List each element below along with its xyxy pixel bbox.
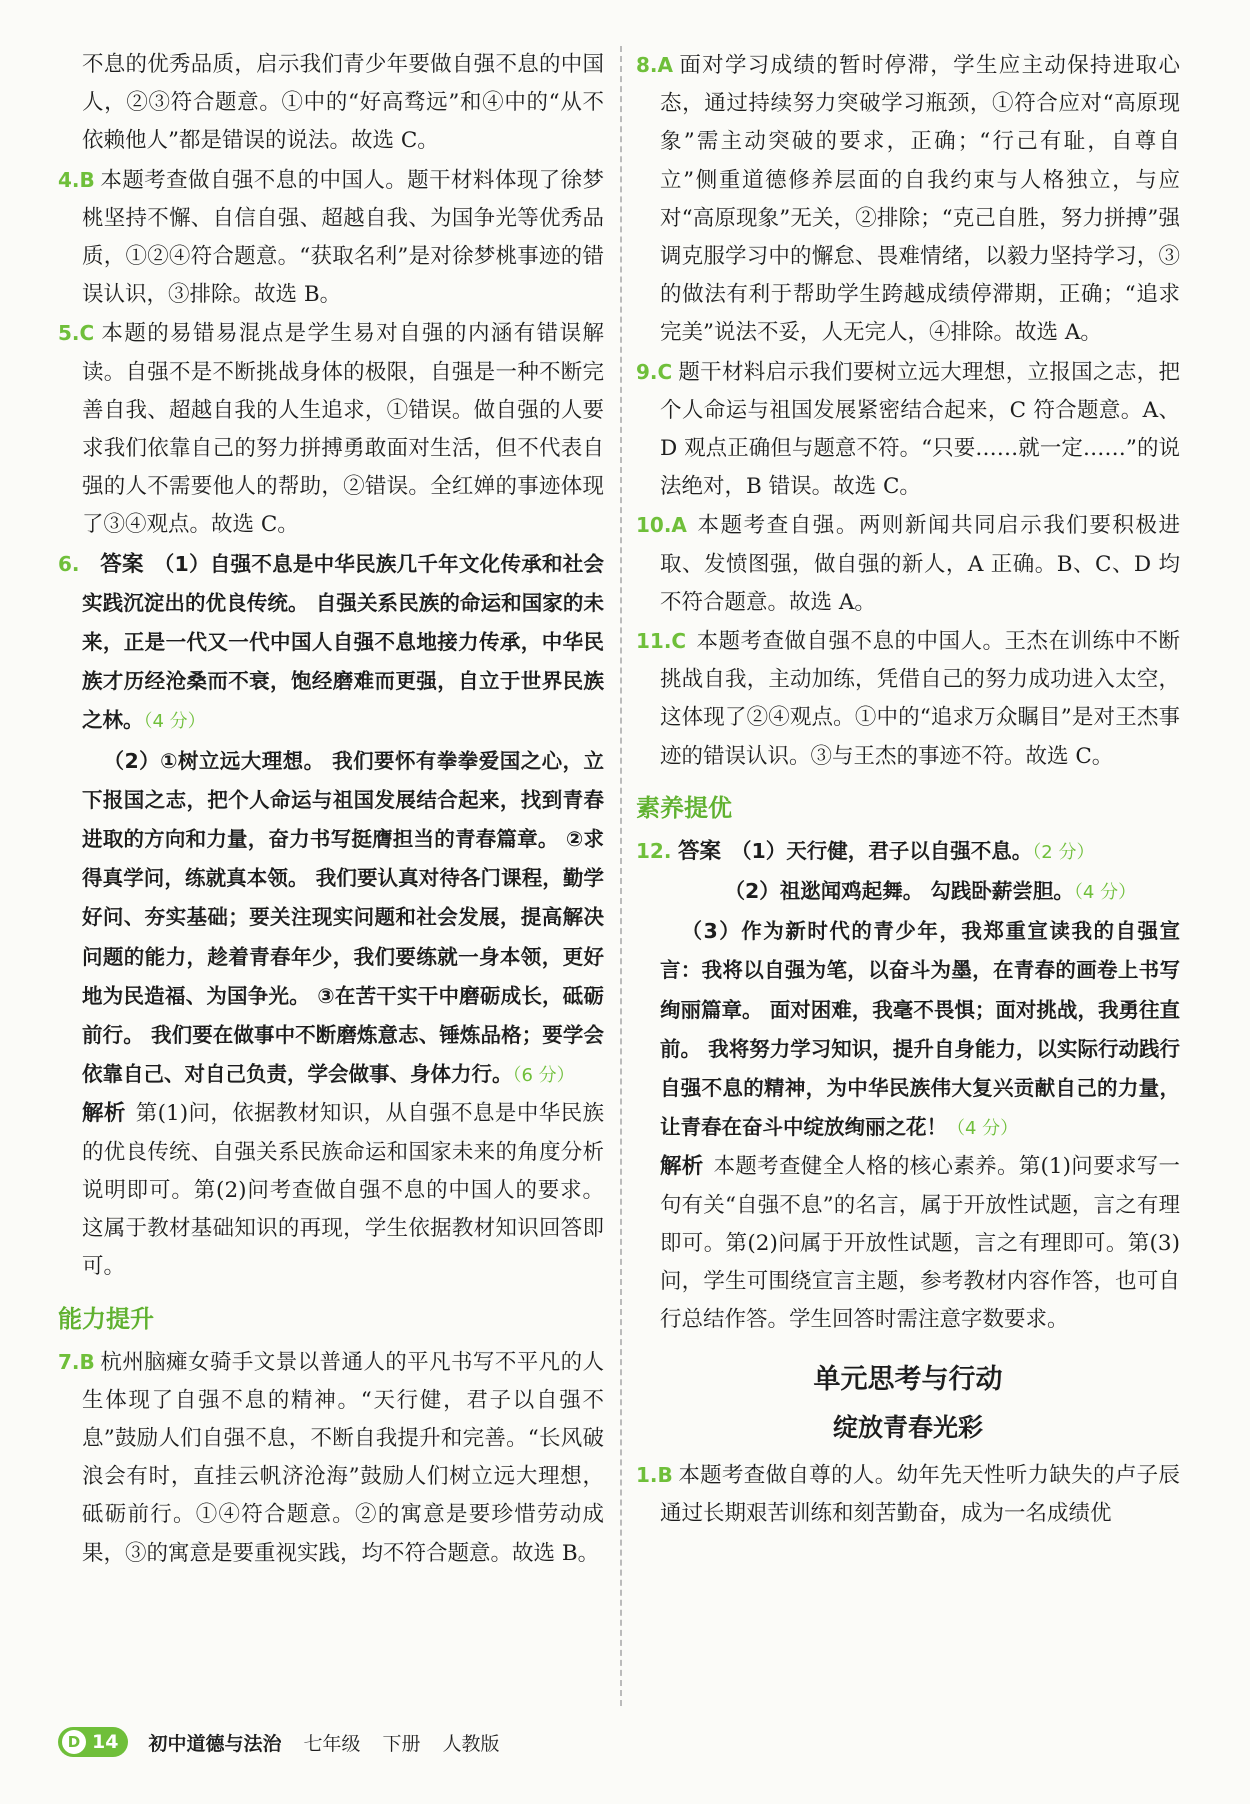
question-9 [636, 353, 1180, 507]
question-8-number: 8.A [636, 53, 673, 77]
question-6-number: 6. [58, 551, 80, 576]
edition-label: 人教版 [442, 1732, 500, 1755]
question-12-part-1 [636, 832, 1180, 872]
question-6-part-2-text: （2）①树立远大理想。 我们要怀有拳拳爱国之心，立下报国之志，把个人命运与祖国发展结合起来，找到青春进取的方向和力量，奋力书写挺膺担当的青春篇章。 ②求得真学问，练就真本领。 我们要认真对待各门课程，勤学好问、夯实基础；要关注现实问题和社会发展，提高解决问题的能力，趁着青春年少，我们要练就一身本领，更好地为民造福、为国争光。 ③在苦干实干中磨砺成长，砥砺前行。 我们要在做事中不断磨炼意志、锤炼品格；要学会依靠自己、对自己负责，学会做事、身体力行。 [82, 748, 604, 1087]
question-9-text: 题干材料启示我们要树立远大理想，立报国之志，把个人命运与祖国发展紧密结合起来，C 符合题意。A、D 观点正确但与题意不符。“只要……就一定……”的说法绝对，B 错误。故选 C。 [660, 359, 1180, 500]
question-8 [636, 46, 1180, 353]
question-6-analysis-text: 第(1)问，依据教材知识，从自强不息是中华民族的优良传统、自强关系民族命运和国家未来的角度分析说明即可。第(2)问考查做自强不息的中国人的要求。这属于教材基础知识的再现，学生依据教材知识回答即可。 [82, 1101, 604, 1280]
question-4-number: 4.B [58, 167, 95, 192]
question-8-text: 面对学习成绩的暂时停滞，学生应主动保持进取心态，通过持续努力突破学习瓶颈，①符合应对“高原现象”需主动突破的要求，正确；“行己有耻，自尊自立”侧重道德修养层面的自我约束与人格独立，与应对“高原现象”无关，②排除；“克己自胜，努力拼搏”强调克服学习中的懈怠、畏难情绪，以毅力坚持学习，③的做法有利于帮助学生跨越成绩停滞期，正确；“追求完美”说法不妥，人无完人，④排除。故选 A。 [660, 53, 1180, 346]
question-12-score-1: （2 分） [1032, 841, 1095, 863]
question-11-number: 11.C [636, 629, 687, 654]
question-12-analysis [636, 1148, 1180, 1339]
volume-label: 下册 [382, 1732, 421, 1755]
question-6-part-1 [58, 545, 604, 742]
section-title-ability: 能力提升 [58, 1304, 154, 1333]
page-number: 14 [92, 1731, 119, 1753]
question-12-part-2-text: （2）祖逖闻鸡起舞。 勾践卧薪尝胆。 [724, 879, 1074, 904]
question-12-score-2: （4 分） [1073, 882, 1137, 904]
unit-title: 单元思考与行动 [813, 1363, 1003, 1395]
question-6-analysis [58, 1095, 604, 1286]
question-10-text: 本题考查自强。两则新闻共同启示我们要积极进取、发愤图强，做自强的新人，A 正确。B、C、D 均不符合题意。故选 A。 [660, 513, 1180, 615]
question-6-part-2 [58, 742, 604, 1096]
unit-question-1-text: 本题考查做自尊的人。幼年先天性听力缺失的卢子辰通过长期艰苦训练和刻苦勤奋，成为一名成绩优 [660, 1462, 1180, 1526]
unit-subtitle: 绽放青春光彩 [832, 1412, 983, 1442]
question-12-part-3 [636, 912, 1180, 1148]
question-10-number: 10.A [636, 513, 687, 538]
grade-label: 七年级 [303, 1732, 361, 1755]
question-4-text: 本题考查做自强不息的中国人。题干材料体现了徐梦桃坚持不懈、自信自强、超越自我、为国争光等优秀品质，①②④符合题意。“获取名利”是对徐梦桃事迹的错误认识，③排除。故选 B。 [82, 167, 604, 308]
question-11-text: 本题考查做自强不息的中国人。王杰在训练中不断挑战自我，主动加练，凭借自己的努力成功进入太空，这体现了②④观点。①中的“追求万众瞩目”是对王杰事迹的错误认识。③与王杰的事迹不符。故选 C。 [660, 629, 1180, 769]
right-column [636, 46, 1180, 1533]
question-7 [58, 1343, 604, 1573]
question-5-number: 5.C [58, 321, 95, 346]
intro-continuation: 不息的优秀品质，启示我们青少年要做自强不息的中国人，②③符合题意。①中的“好高骛远”和④中的“从不依赖他人”都是错误的说法。故选 C。 [82, 52, 604, 154]
unit-question-1-number: 1.B [636, 1462, 673, 1487]
question-12-score-3: （4 分） [947, 1118, 1019, 1140]
question-12-part-2 [636, 872, 1180, 912]
question-11 [636, 622, 1180, 776]
unit-question-1 [636, 1456, 1180, 1533]
book-title: 初中道德与法治 [148, 1732, 282, 1755]
page-footer [58, 1726, 522, 1758]
question-6-score-2: （6 分） [512, 1065, 575, 1087]
question-9-number: 9.C [636, 359, 673, 384]
question-6-answer-label: 答案 [100, 551, 144, 577]
question-5 [58, 314, 604, 544]
question-4 [58, 161, 604, 315]
page-number-badge [58, 1727, 128, 1757]
section-title-literacy: 素养提优 [636, 793, 732, 822]
question-6-part-1-text: （1）自强不息是中华民族几千年文化传承和社会实践沉淀出的优良传统。 自强关系民族的命运和国家的未来，正是一代又一代中国人自强不息地接力传承，中华民族才历经沧桑而不衰，饱经磨难而更强，自立于世界民族之林。 [82, 551, 604, 733]
question-12-analysis-label: 解析 [660, 1154, 704, 1180]
question-12-part-1-text: （1）天行健，君子以自强不息。 [731, 838, 1033, 863]
column-divider [620, 46, 622, 1706]
question-6-score-1: （4 分） [143, 711, 206, 733]
left-column [58, 46, 604, 1573]
badge-letter: D [62, 1730, 86, 1754]
question-12-answer-label: 答案 [678, 838, 722, 864]
question-12-part-3-text: （3）作为新时代的青少年，我郑重宣读我的自强宣言：我将以自强为笔，以奋斗为墨，在青春的画卷上书写绚丽篇章。 面对困难，我毫不畏惧；面对挑战，我勇往直前。 我将努力学习知识，提升自身能力，以实际行动践行自强不息的精神，为中华民族伟大复兴贡献自己的力量，让青春在奋斗中绽放绚丽之花！ [660, 919, 1180, 1140]
question-6-analysis-label: 解析 [82, 1101, 126, 1127]
question-5-text: 本题的易错易混点是学生易对自强的内涵有错误解读。自强不是不断挑战身体的极限，自强是一种不断完善自我、超越自我的人生追求，①错误。做自强的人要求我们依靠自己的努力拼搏勇敢面对生活，但不代表自强的人不需要他人的帮助，②错误。全红婵的事迹体现了③④观点。故选 C。 [82, 321, 604, 538]
question-12-analysis-text: 本题考查健全人格的核心素养。第(1)问要求写一句有关“自强不息”的名言，属于开放性试题，言之有理即可。第(2)问属于开放性试题，言之有理即可。第(3)问，学生可围绕宣言主题，参考教材内容作答，也可自行总结作答。学生回答时需注意字数要求。 [660, 1154, 1180, 1333]
question-7-text: 杭州脑瘫女骑手文景以普通人的平凡书写不平凡的人生体现了自强不息的精神。“天行健，君子以自强不息”鼓励人们自强不息，不断自我提升和完善。“长风破浪会有时，直挂云帆济沧海”鼓励人们树立远大理想，砥砺前行。①④符合题意。②的寓意是要珍惜劳动成果，③的寓意是要重视实践，均不符合题意。故选 B。 [82, 1349, 604, 1566]
question-12-number: 12. [636, 838, 672, 863]
question-10 [636, 506, 1180, 622]
question-7-number: 7.B [58, 1349, 95, 1374]
